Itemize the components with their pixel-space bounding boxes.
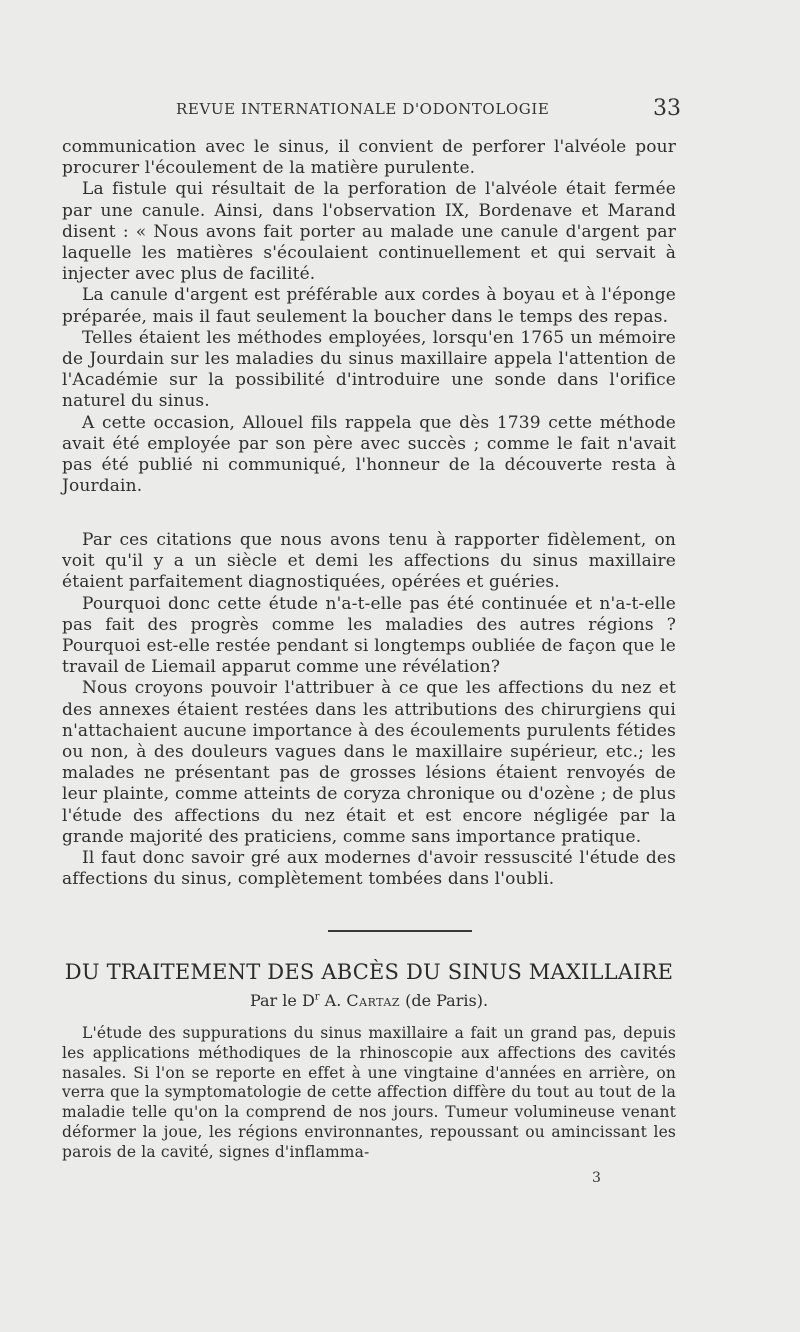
paragraph: La fistule qui résultait de la perforation de l'alvéole était fermée par une canule. Ainsi, dans l'observation IX, Bordenave et Marand disent : « Nous avons fait porter au malade une canule d'argent par laquelle les matières s'écoulaient continuellement et qui servait à injecter avec plus de facilité. <box>62 179 676 285</box>
paragraph: Par ces citations que nous avons tenu à rapporter fidèlement, on voit qu'il y a un siècle et demi les affections du sinus maxillaire étaient parfaitement diagnostiquées, opérées et guéries. <box>62 530 676 593</box>
author-name: Cartaz <box>346 991 400 1010</box>
byline-prefix: Par le D <box>249 991 315 1010</box>
running-head <box>176 98 681 124</box>
paragraph: Nous croyons pouvoir l'attribuer à ce que les affections du nez et des annexes étaient restées dans les attributions des chirurgiens qui n'attachaient aucune importance à des écoulements purulents fétides ou non, à des douleurs vagues dans le maxillaire supérieur, etc.; les malades ne présentant pas de grosses lésions étaient renvoyés de leur plainte, comme atteints de coryza chronique ou d'ozène ; de plus l'étude des affections du nez était et est encore négligée par la grande majorité des praticiens, comme sans importance pratique. <box>62 678 676 847</box>
paragraph: A cette occasion, Allouel fils rappela que dès 1739 cette méthode avait été employée par son père avec succès ; comme le fait n'avait pas été publié ni communiqué, l'honneur de la découverte resta à Jourdain. <box>62 412 676 497</box>
byline <box>62 991 676 1010</box>
paragraph: communication avec le sinus, il convient de perforer l'alvéole pour procurer l'écoulement de la matière purulente. <box>62 137 676 179</box>
page-number: 33 <box>653 96 681 121</box>
body-text-top <box>62 137 676 497</box>
section-heading: DU TRAITEMENT DES ABCÈS DU SINUS MAXILLAIRE <box>64 960 674 984</box>
running-title: REVUE INTERNATIONALE D'ODONTOLOGIE <box>176 100 550 118</box>
paragraph: Pourquoi donc cette étude n'a-t-elle pas été continuée et n'a-t-elle pas fait des progrès comme les maladies des autres régions ? Pourquoi est-elle restée pendant si longtemps oubliée de façon que le travail de Liemail apparut comme une révélation? <box>62 593 676 678</box>
byline-sup: r <box>314 991 320 1003</box>
paragraph: Telles étaient les méthodes employées, lorsqu'en 1765 un mémoire de Jourdain sur les maladies du sinus maxillaire appela l'attention de l'Académie sur la possibilité d'introduire une sonde dans l'orifice naturel du sinus. <box>62 327 676 412</box>
signature-mark: 3 <box>592 1170 601 1186</box>
paragraph: La canule d'argent est préférable aux cordes à boyau et à l'éponge préparée, mais il faut seulement la boucher dans le temps des repas. <box>62 285 676 327</box>
paragraph: L'étude des suppurations du sinus maxillaire a fait un grand pas, depuis les applications méthodiques de la rhinoscopie aux affections des cavités nasales. Si l'on se reporte en effet à une vingtaine d'années en arrière, on verra que la symptomatologie de cette affection diffère du tout au tout de la maladie telle qu'on la comprend de nos jours. Tumeur volumineuse venant déformer la joue, les régions environnantes, repoussant ou amincissant les parois de la cavité, signes d'inflamma- <box>62 1024 676 1161</box>
byline-suffix: (de Paris). <box>405 991 489 1010</box>
body-text-middle <box>62 530 676 890</box>
byline-initial: A. <box>324 991 342 1010</box>
body-text-bottom <box>62 1024 676 1163</box>
section-divider <box>328 930 472 932</box>
paragraph: Il faut donc savoir gré aux modernes d'avoir ressuscité l'étude des affections du sinus, complètement tombées dans l'oubli. <box>62 848 676 890</box>
